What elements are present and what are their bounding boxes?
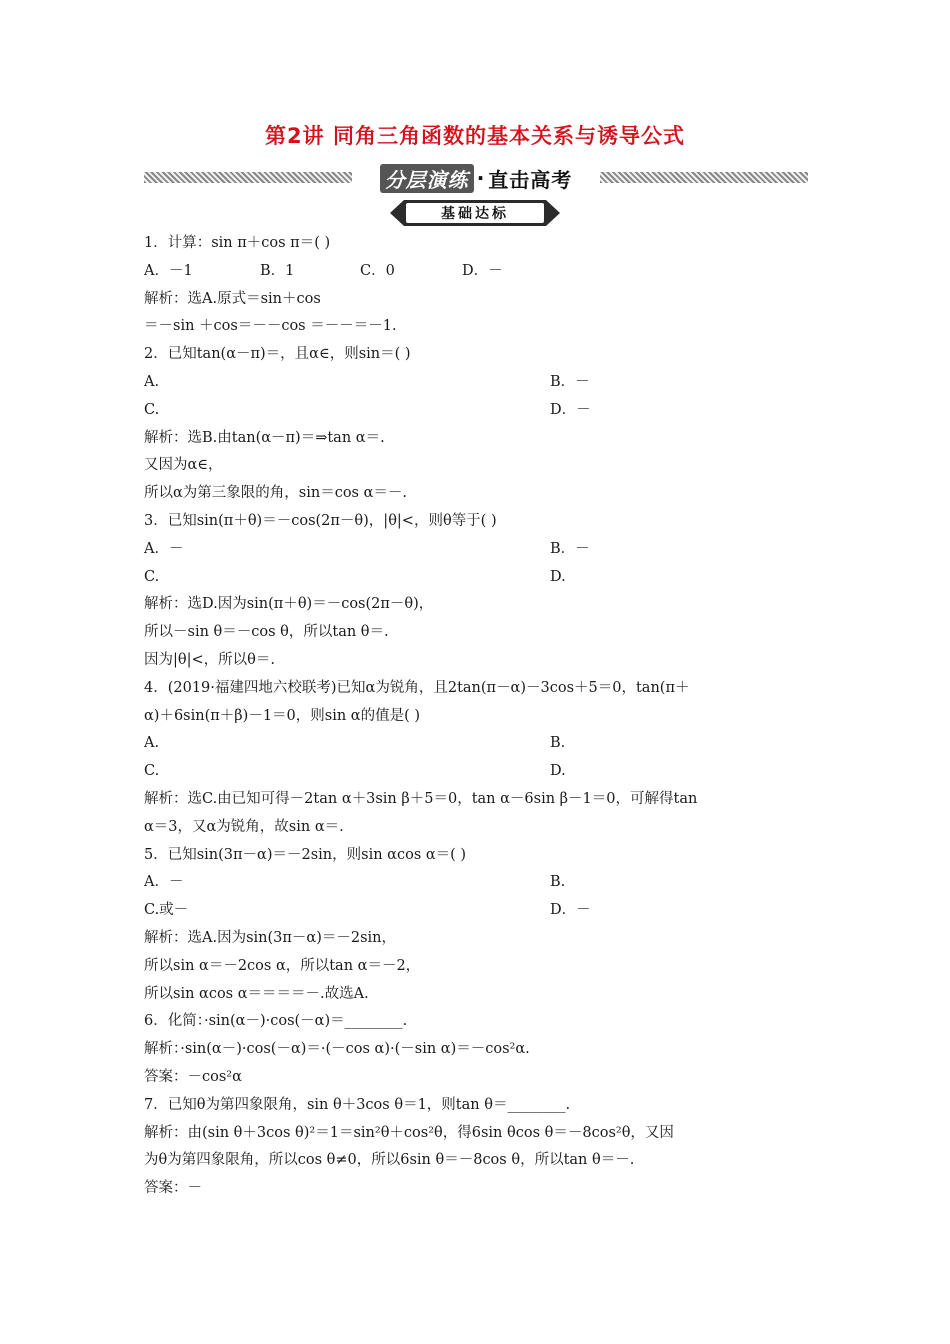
question-3: 3．已知sin(π＋θ)＝－cos(2π－θ)，|θ|<，则θ等于( ) <box>144 512 497 529</box>
solution-line: 因为|θ|<，所以θ＝. <box>144 651 275 668</box>
option-b: B. <box>550 874 566 891</box>
solution-line: 又因为α∈， <box>144 457 223 474</box>
option-b: B．－ <box>550 540 590 557</box>
option-d: D. <box>550 568 566 585</box>
option-c: C. <box>144 401 160 418</box>
solution-line: ＝－sin ＋cos＝－－cos ＝－－＝－1. <box>144 318 397 335</box>
solution-line: 所以sin αcos α＝＝＝＝－.故选A. <box>144 985 369 1002</box>
banner-part-b: 直击高考 <box>488 167 573 192</box>
solution-line: 所以sin α＝－2cos α，所以tan α＝－2， <box>144 957 421 974</box>
option-c: C. <box>144 763 160 780</box>
option-b: B．－ <box>550 373 590 390</box>
banner-hatch-right <box>600 172 808 183</box>
question-5: 5．已知sin(3π－α)＝－2sin，则sin αcos α＝( ) <box>144 846 467 863</box>
question-3-options-cd <box>144 564 810 592</box>
question-2: 2．已知tan(α－π)＝，且α∈，则sin＝( ) <box>144 346 411 363</box>
solution-line: 解析：由(sin θ＋3cos θ)²＝1＝sin²θ＋cos²θ，得6sin θcos θ＝－8cos²θ，又因 <box>144 1124 674 1141</box>
solution-line: 为θ为第四象限角，所以cos θ≠0，所以6sin θ＝－8cos θ，所以tan θ＝－. <box>144 1152 635 1169</box>
question-2-options-cd <box>144 397 810 425</box>
solution-line: 解析：选D.因为sin(π＋θ)＝－cos(2π－θ)， <box>144 596 434 613</box>
solution-line: 解析：选B.由tan(α－π)＝⇒tan α＝. <box>144 429 385 446</box>
option-a: A. <box>144 373 160 390</box>
banner-hatch-left <box>144 172 352 183</box>
solution-line: 解析：选A.原式＝sin＋cos <box>144 290 321 307</box>
option-a: A．－ <box>144 874 184 891</box>
option-c: C．0 <box>360 262 395 279</box>
option-c: C. <box>144 568 160 585</box>
option-d: D．－ <box>462 262 503 279</box>
question-4-options-cd <box>144 758 810 786</box>
section-label-badge <box>390 200 560 226</box>
question-5-options-cd <box>144 897 810 925</box>
option-b: B. <box>550 735 566 752</box>
solution-line: 所以－sin θ＝－cos θ，所以tan θ＝. <box>144 624 389 641</box>
exercise-content <box>144 230 810 1203</box>
solution-line: α＝3，又α为锐角，故sin α＝. <box>144 818 344 835</box>
section-banner <box>144 164 808 192</box>
question-6: 6．化简：·sin(α－)·cos(－α)＝________. <box>144 1013 408 1030</box>
banner-separator: · <box>476 166 486 190</box>
answer-line: 答案：－ <box>144 1180 202 1197</box>
solution-line: 所以α为第三象限的角，sin＝cos α＝－. <box>144 485 408 502</box>
page-title: 第2讲 同角三角函数的基本关系与诱导公式 <box>265 124 685 148</box>
option-b: B．1 <box>260 262 295 279</box>
question-3-options-ab <box>144 536 810 564</box>
solution-line: 解析：·sin(α－)·cos(－α)＝·(－cos α)·(－sin α)＝－cos²α. <box>144 1041 530 1058</box>
question-2-options-ab <box>144 369 810 397</box>
question-4-options-ab <box>144 730 810 758</box>
question-1-options <box>144 258 810 286</box>
banner-part-a: 分层演练 <box>380 164 474 193</box>
option-d: D. <box>550 763 566 780</box>
solution-line: 解析：选C.由已知可得－2tan α＋3sin β＋5＝0，tan α－6sin β－1＝0，可解得tan <box>144 790 698 807</box>
section-label: 基础达标 <box>406 203 544 223</box>
question-1: 1．计算：sin π＋cos π＝( ) <box>144 235 331 251</box>
question-7: 7．已知θ为第四象限角，sin θ＋3cos θ＝1，则tan θ＝________. <box>144 1096 571 1113</box>
option-a: A．－ <box>144 540 184 557</box>
option-d: D．－ <box>550 401 591 418</box>
question-4: 4．(2019·福建四地六校联考)已知α为锐角，且2tan(π－α)－3cos＋5＝0，tan(π＋ <box>144 679 690 696</box>
option-c: C.或－ <box>144 902 189 919</box>
question-4-cont: α)＋6sin(π＋β)－1＝0，则sin α的值是( ) <box>144 707 421 724</box>
banner-heading <box>356 164 596 192</box>
answer-line: 答案：－cos²α <box>144 1068 242 1085</box>
option-a: A．－1 <box>144 262 193 279</box>
solution-line: 解析：选A.因为sin(3π－α)＝－2sin， <box>144 929 397 946</box>
option-d: D．－ <box>550 902 591 919</box>
option-a: A. <box>144 735 160 752</box>
question-5-options-ab <box>144 869 810 897</box>
